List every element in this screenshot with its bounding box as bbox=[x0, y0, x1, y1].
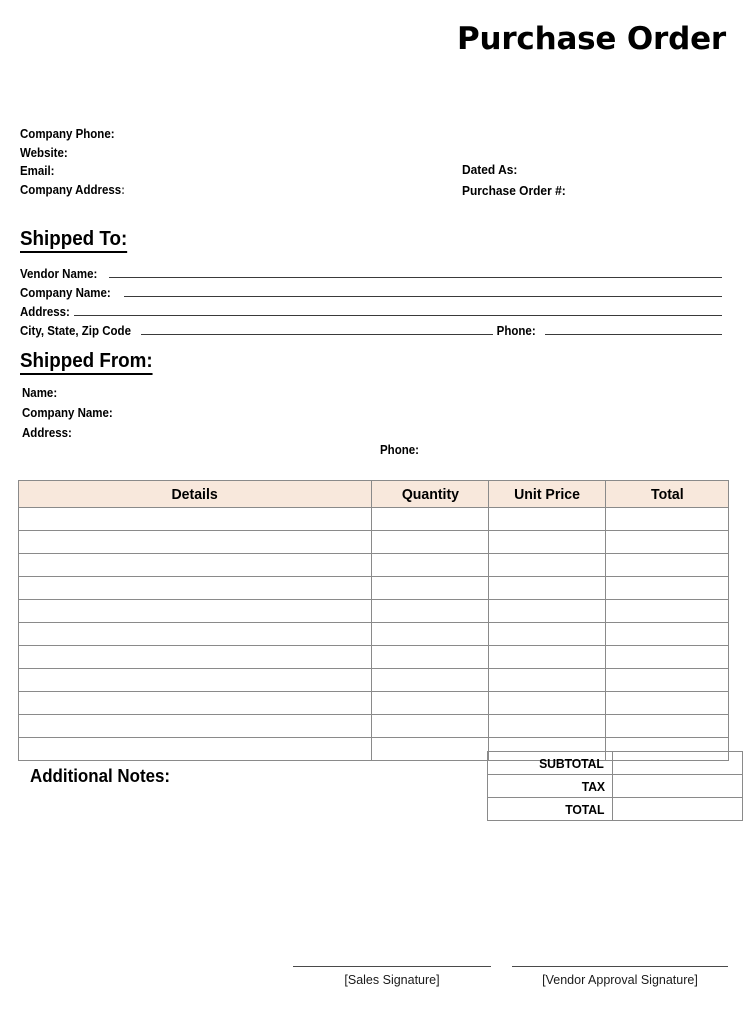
table-row bbox=[19, 715, 729, 738]
totals-label-total: TOTAL bbox=[488, 798, 613, 821]
cell-unit-price[interactable] bbox=[489, 623, 606, 646]
cell-quantity[interactable] bbox=[372, 669, 489, 692]
table-row bbox=[19, 646, 729, 669]
vendor-signature-block bbox=[512, 966, 728, 987]
cell-unit-price[interactable] bbox=[489, 692, 606, 715]
cell-total[interactable] bbox=[606, 577, 729, 600]
cell-quantity[interactable] bbox=[372, 646, 489, 669]
sales-signature-line[interactable] bbox=[293, 966, 491, 967]
dated-as-label: Dated As: bbox=[462, 162, 518, 177]
cell-details[interactable] bbox=[19, 554, 372, 577]
totals-row bbox=[488, 775, 743, 798]
cell-details[interactable] bbox=[19, 508, 372, 531]
cell-total[interactable] bbox=[606, 692, 729, 715]
totals-row bbox=[488, 798, 743, 821]
cell-details[interactable] bbox=[19, 669, 372, 692]
cell-quantity[interactable] bbox=[372, 623, 489, 646]
email-label: Email: bbox=[20, 164, 55, 179]
cell-unit-price[interactable] bbox=[489, 531, 606, 554]
table-row bbox=[19, 554, 729, 577]
cell-total[interactable] bbox=[606, 600, 729, 623]
table-row bbox=[19, 531, 729, 554]
cell-total[interactable] bbox=[606, 531, 729, 554]
vendor-name-row bbox=[20, 261, 722, 280]
shipped-from-phone-label: Phone: bbox=[380, 443, 419, 457]
totals-row bbox=[488, 752, 743, 775]
cell-quantity[interactable] bbox=[372, 715, 489, 738]
shipped-from-address-label: Address: bbox=[22, 426, 72, 440]
totals-label-subtotal: SUBTOTAL bbox=[488, 752, 613, 775]
cell-unit-price[interactable] bbox=[489, 508, 606, 531]
sales-signature-caption: [Sales Signature] bbox=[344, 973, 440, 987]
city-state-zip-label: City, State, Zip Code bbox=[20, 323, 131, 338]
company-phone-label: Company Phone: bbox=[20, 127, 115, 141]
cell-unit-price[interactable] bbox=[489, 577, 606, 600]
cell-details[interactable] bbox=[19, 577, 372, 600]
table-row bbox=[19, 623, 729, 646]
cell-quantity[interactable] bbox=[372, 600, 489, 623]
totals-value-total[interactable] bbox=[613, 798, 743, 821]
cell-unit-price[interactable] bbox=[489, 646, 606, 669]
cell-unit-price[interactable] bbox=[489, 554, 606, 577]
page-title: Purchase Order bbox=[456, 21, 726, 57]
cell-unit-price[interactable] bbox=[489, 669, 606, 692]
cell-unit-price[interactable] bbox=[489, 600, 606, 623]
cell-details[interactable] bbox=[19, 646, 372, 669]
cell-details[interactable] bbox=[19, 600, 372, 623]
company-name-label: Company Name: bbox=[20, 285, 111, 300]
table-row bbox=[19, 600, 729, 623]
cell-total[interactable] bbox=[606, 623, 729, 646]
cell-unit-price[interactable] bbox=[489, 715, 606, 738]
cell-details[interactable] bbox=[19, 692, 372, 715]
order-meta-block bbox=[462, 163, 575, 205]
cell-total[interactable] bbox=[606, 554, 729, 577]
line-items-body bbox=[19, 508, 729, 761]
table-row bbox=[19, 669, 729, 692]
line-items-table bbox=[18, 480, 729, 761]
address-input[interactable] bbox=[74, 315, 722, 316]
cell-details[interactable] bbox=[19, 738, 372, 761]
city-state-zip-row bbox=[20, 318, 722, 337]
shipped-to-phone-label: Phone: bbox=[496, 323, 536, 338]
totals-label-tax: TAX bbox=[488, 775, 613, 798]
shipped-to-phone-input[interactable] bbox=[545, 334, 722, 335]
purchase-order-number-label: Purchase Order #: bbox=[462, 183, 566, 198]
shipped-to-fields bbox=[20, 261, 722, 337]
vendor-name-label: Vendor Name: bbox=[20, 266, 98, 281]
table-row bbox=[19, 508, 729, 531]
cell-total[interactable] bbox=[606, 669, 729, 692]
column-header-quantity: Quantity bbox=[372, 481, 489, 508]
vendor-signature-caption: [Vendor Approval Signature] bbox=[542, 973, 698, 987]
address-row bbox=[20, 299, 722, 318]
totals-value-subtotal[interactable] bbox=[613, 752, 743, 775]
shipped-from-heading: Shipped From: bbox=[20, 351, 153, 375]
cell-total[interactable] bbox=[606, 715, 729, 738]
cell-total[interactable] bbox=[606, 508, 729, 531]
column-header-total: Total bbox=[606, 481, 729, 508]
column-header-details: Details bbox=[19, 481, 372, 508]
company-address-label: Company Address: bbox=[20, 183, 126, 198]
shipped-from-fields bbox=[22, 387, 121, 447]
cell-details[interactable] bbox=[19, 531, 372, 554]
company-name-row bbox=[20, 280, 722, 299]
table-row bbox=[19, 577, 729, 600]
cell-quantity[interactable] bbox=[372, 554, 489, 577]
cell-quantity[interactable] bbox=[372, 692, 489, 715]
shipped-to-heading: Shipped To: bbox=[20, 229, 127, 253]
table-header-row bbox=[19, 481, 729, 508]
totals-body bbox=[488, 752, 743, 821]
totals-value-tax[interactable] bbox=[613, 775, 743, 798]
cell-details[interactable] bbox=[19, 623, 372, 646]
cell-quantity[interactable] bbox=[372, 508, 489, 531]
cell-quantity[interactable] bbox=[372, 577, 489, 600]
company-info-block bbox=[20, 128, 134, 203]
city-state-zip-input[interactable] bbox=[141, 334, 493, 335]
address-label: Address: bbox=[20, 304, 70, 319]
sales-signature-block bbox=[293, 966, 491, 987]
additional-notes-label: Additional Notes: bbox=[30, 766, 171, 786]
company-name-input[interactable] bbox=[124, 296, 722, 297]
cell-total[interactable] bbox=[606, 646, 729, 669]
shipped-from-company-name-label: Company Name: bbox=[22, 406, 113, 420]
website-label: Website: bbox=[20, 145, 68, 160]
totals-table bbox=[487, 751, 743, 821]
vendor-name-input[interactable] bbox=[109, 277, 722, 278]
vendor-signature-line[interactable] bbox=[512, 966, 728, 967]
column-header-unit-price: Unit Price bbox=[489, 481, 606, 508]
table-row bbox=[19, 692, 729, 715]
shipped-from-name-label: Name: bbox=[22, 386, 58, 400]
cell-quantity[interactable] bbox=[372, 531, 489, 554]
cell-details[interactable] bbox=[19, 715, 372, 738]
cell-quantity[interactable] bbox=[372, 738, 489, 761]
